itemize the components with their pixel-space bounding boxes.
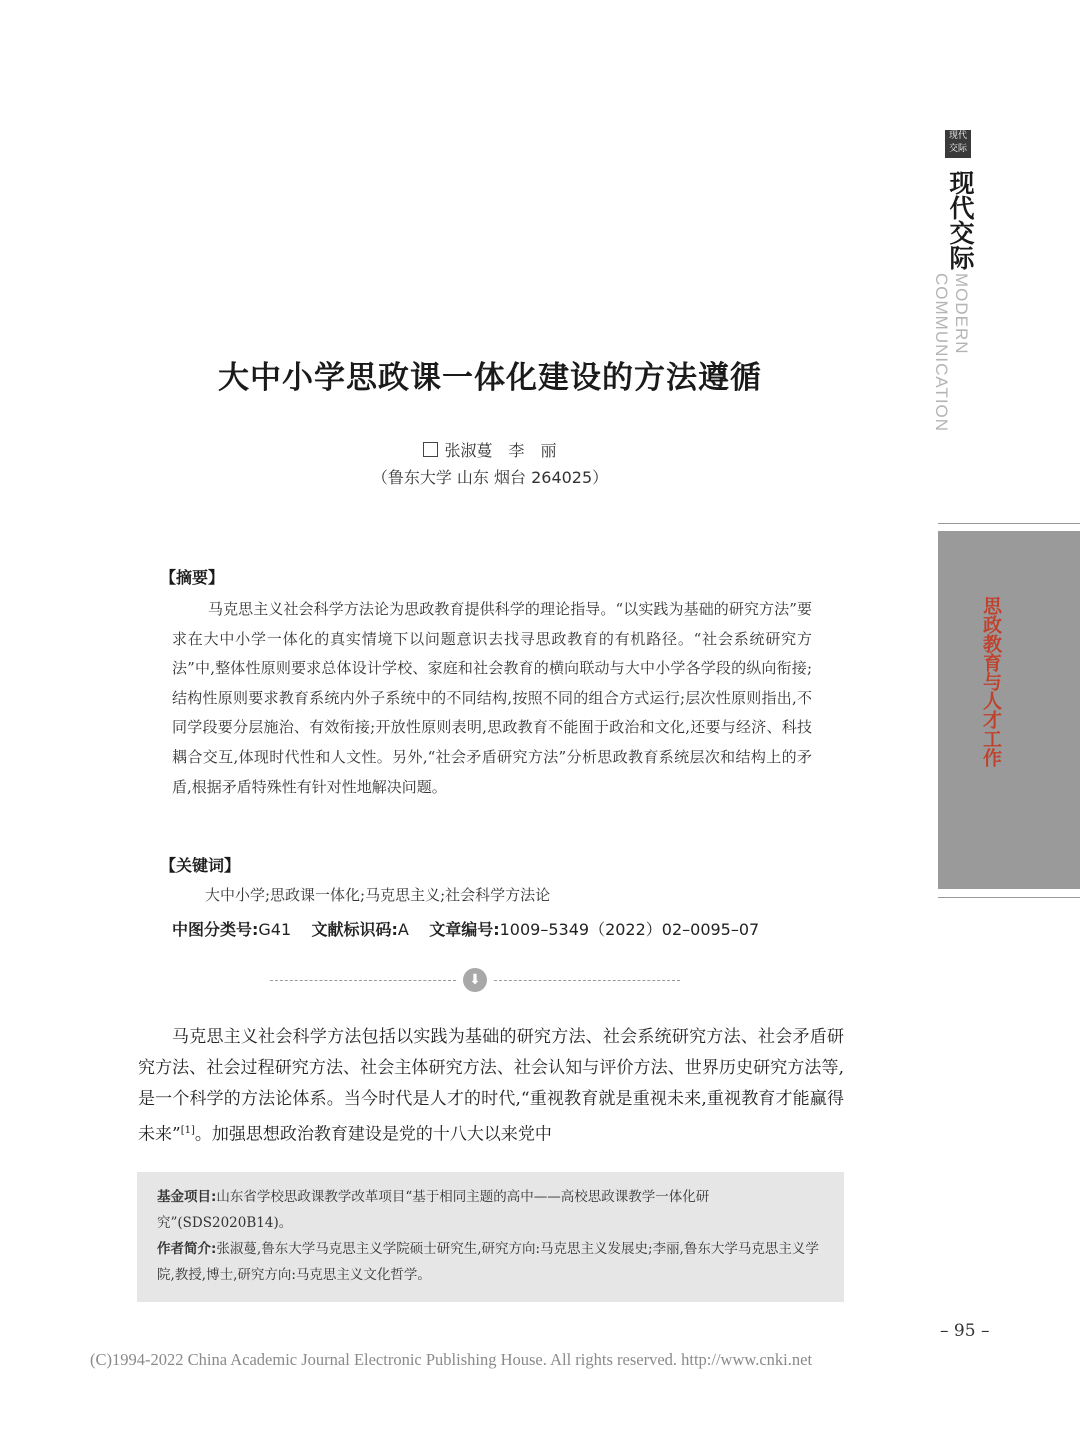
abstract-label: 【摘要】 bbox=[160, 568, 225, 587]
authors: 张淑蔓 李 丽 bbox=[444, 441, 557, 460]
journal-logo: 现代交际 bbox=[945, 130, 971, 158]
masthead-rule-top bbox=[938, 523, 1080, 524]
author-bio-label: 作者简介: bbox=[157, 1241, 217, 1257]
fund-label: 基金项目: bbox=[157, 1189, 217, 1205]
doc-code-label: 文献标识码: bbox=[311, 920, 398, 939]
author-line bbox=[300, 438, 680, 461]
divider-dash-right bbox=[494, 980, 680, 981]
article-title: 大中小学思政课一体化建设的方法遵循 bbox=[218, 360, 762, 396]
fund-text: 山东省学校思政课教学改革项目“基于相同主题的高中——高校思政课教学一体化研究”(SDS2020B14)。 bbox=[157, 1189, 710, 1231]
author-note bbox=[157, 1236, 827, 1288]
footnote-content bbox=[157, 1184, 827, 1288]
journal-name-en: MODERN COMMUNICATION bbox=[932, 273, 971, 433]
square-marker-icon bbox=[423, 442, 438, 457]
citation-ref: [1] bbox=[180, 1125, 195, 1136]
copyright-notice: (C)1994-2022 China Academic Journal Electronic Publishing House. All rights reserved. http://www.cnki.net bbox=[90, 1350, 813, 1369]
clc-label: 中图分类号: bbox=[172, 920, 259, 939]
classification-line bbox=[172, 917, 759, 940]
abstract-text: 马克思主义社会科学方法论为思政教育提供科学的理论指导。“以实践为基础的研究方法”要求在大中小学一体化的真实情境下以问题意识去找寻思政教育的有机路径。“社会系统研究方法”中,整体性原则要求总体设计学校、家庭和社会教育的横向联动与大中小学各学段的纵向衔接;结构性原则要求教育系统内外子系统中的不同结构,按照不同的组合方式运行;层次性原则指出,不同学段要分层施治、有效衔接;开放性原则表明,思政教育不能囿于政治和文化,还要与经济、科技耦合交互,体现时代性和人文性。另外,“社会矛盾研究方法”分析思政教育系统层次和结构上的矛盾,根据矛盾特殊性有针对性地解决问题。 bbox=[172, 600, 812, 796]
column-panel bbox=[938, 531, 1080, 889]
author-bio-text: 张淑蔓,鲁东大学马克思主义学院硕士研究生,研究方向:马克思主义发展史;李丽,鲁东大学马克思主义学院,教授,博士,研究方向:马克思主义文化哲学。 bbox=[157, 1241, 819, 1283]
masthead-rule-bottom bbox=[938, 897, 1080, 898]
affiliation: （鲁东大学 山东 烟台 264025） bbox=[371, 468, 609, 487]
doc-code-value: A bbox=[397, 920, 409, 939]
clc-value: G41 bbox=[258, 920, 292, 939]
body-paragraph bbox=[138, 1022, 844, 1151]
footnote-box bbox=[137, 1172, 844, 1302]
article-no-label: 文章编号: bbox=[429, 920, 500, 939]
body-text-tail: 。加强思想政治教育建设是党的十八大以来党中 bbox=[194, 1124, 552, 1145]
keywords-label: 【关键词】 bbox=[160, 856, 241, 875]
section-divider bbox=[270, 968, 680, 994]
arrow-down-circle-icon: ⬇ bbox=[463, 968, 487, 992]
divider-dash-left bbox=[270, 980, 456, 981]
body-text-main: 马克思主义社会科学方法包括以实践为基础的研究方法、社会系统研究方法、社会矛盾研究方法、社会过程研究方法、社会主体研究方法、社会认知与评价方法、世界历史研究方法等,是一个科学的方法论体系。当今时代是人才的时代,“重视教育就是重视未来,重视教育才能赢得未来” bbox=[138, 1027, 844, 1145]
fund-note bbox=[157, 1184, 827, 1236]
journal-name-cn: 现代交际 bbox=[946, 170, 975, 270]
keywords-text: 大中小学;思政课一体化;马克思主义;社会科学方法论 bbox=[205, 886, 551, 904]
article-no-value: 1009–5349（2022）02–0095–07 bbox=[499, 920, 760, 939]
column-label: 思政教育与人才工作 bbox=[980, 596, 1002, 767]
page-number: – 95 – bbox=[940, 1321, 990, 1341]
